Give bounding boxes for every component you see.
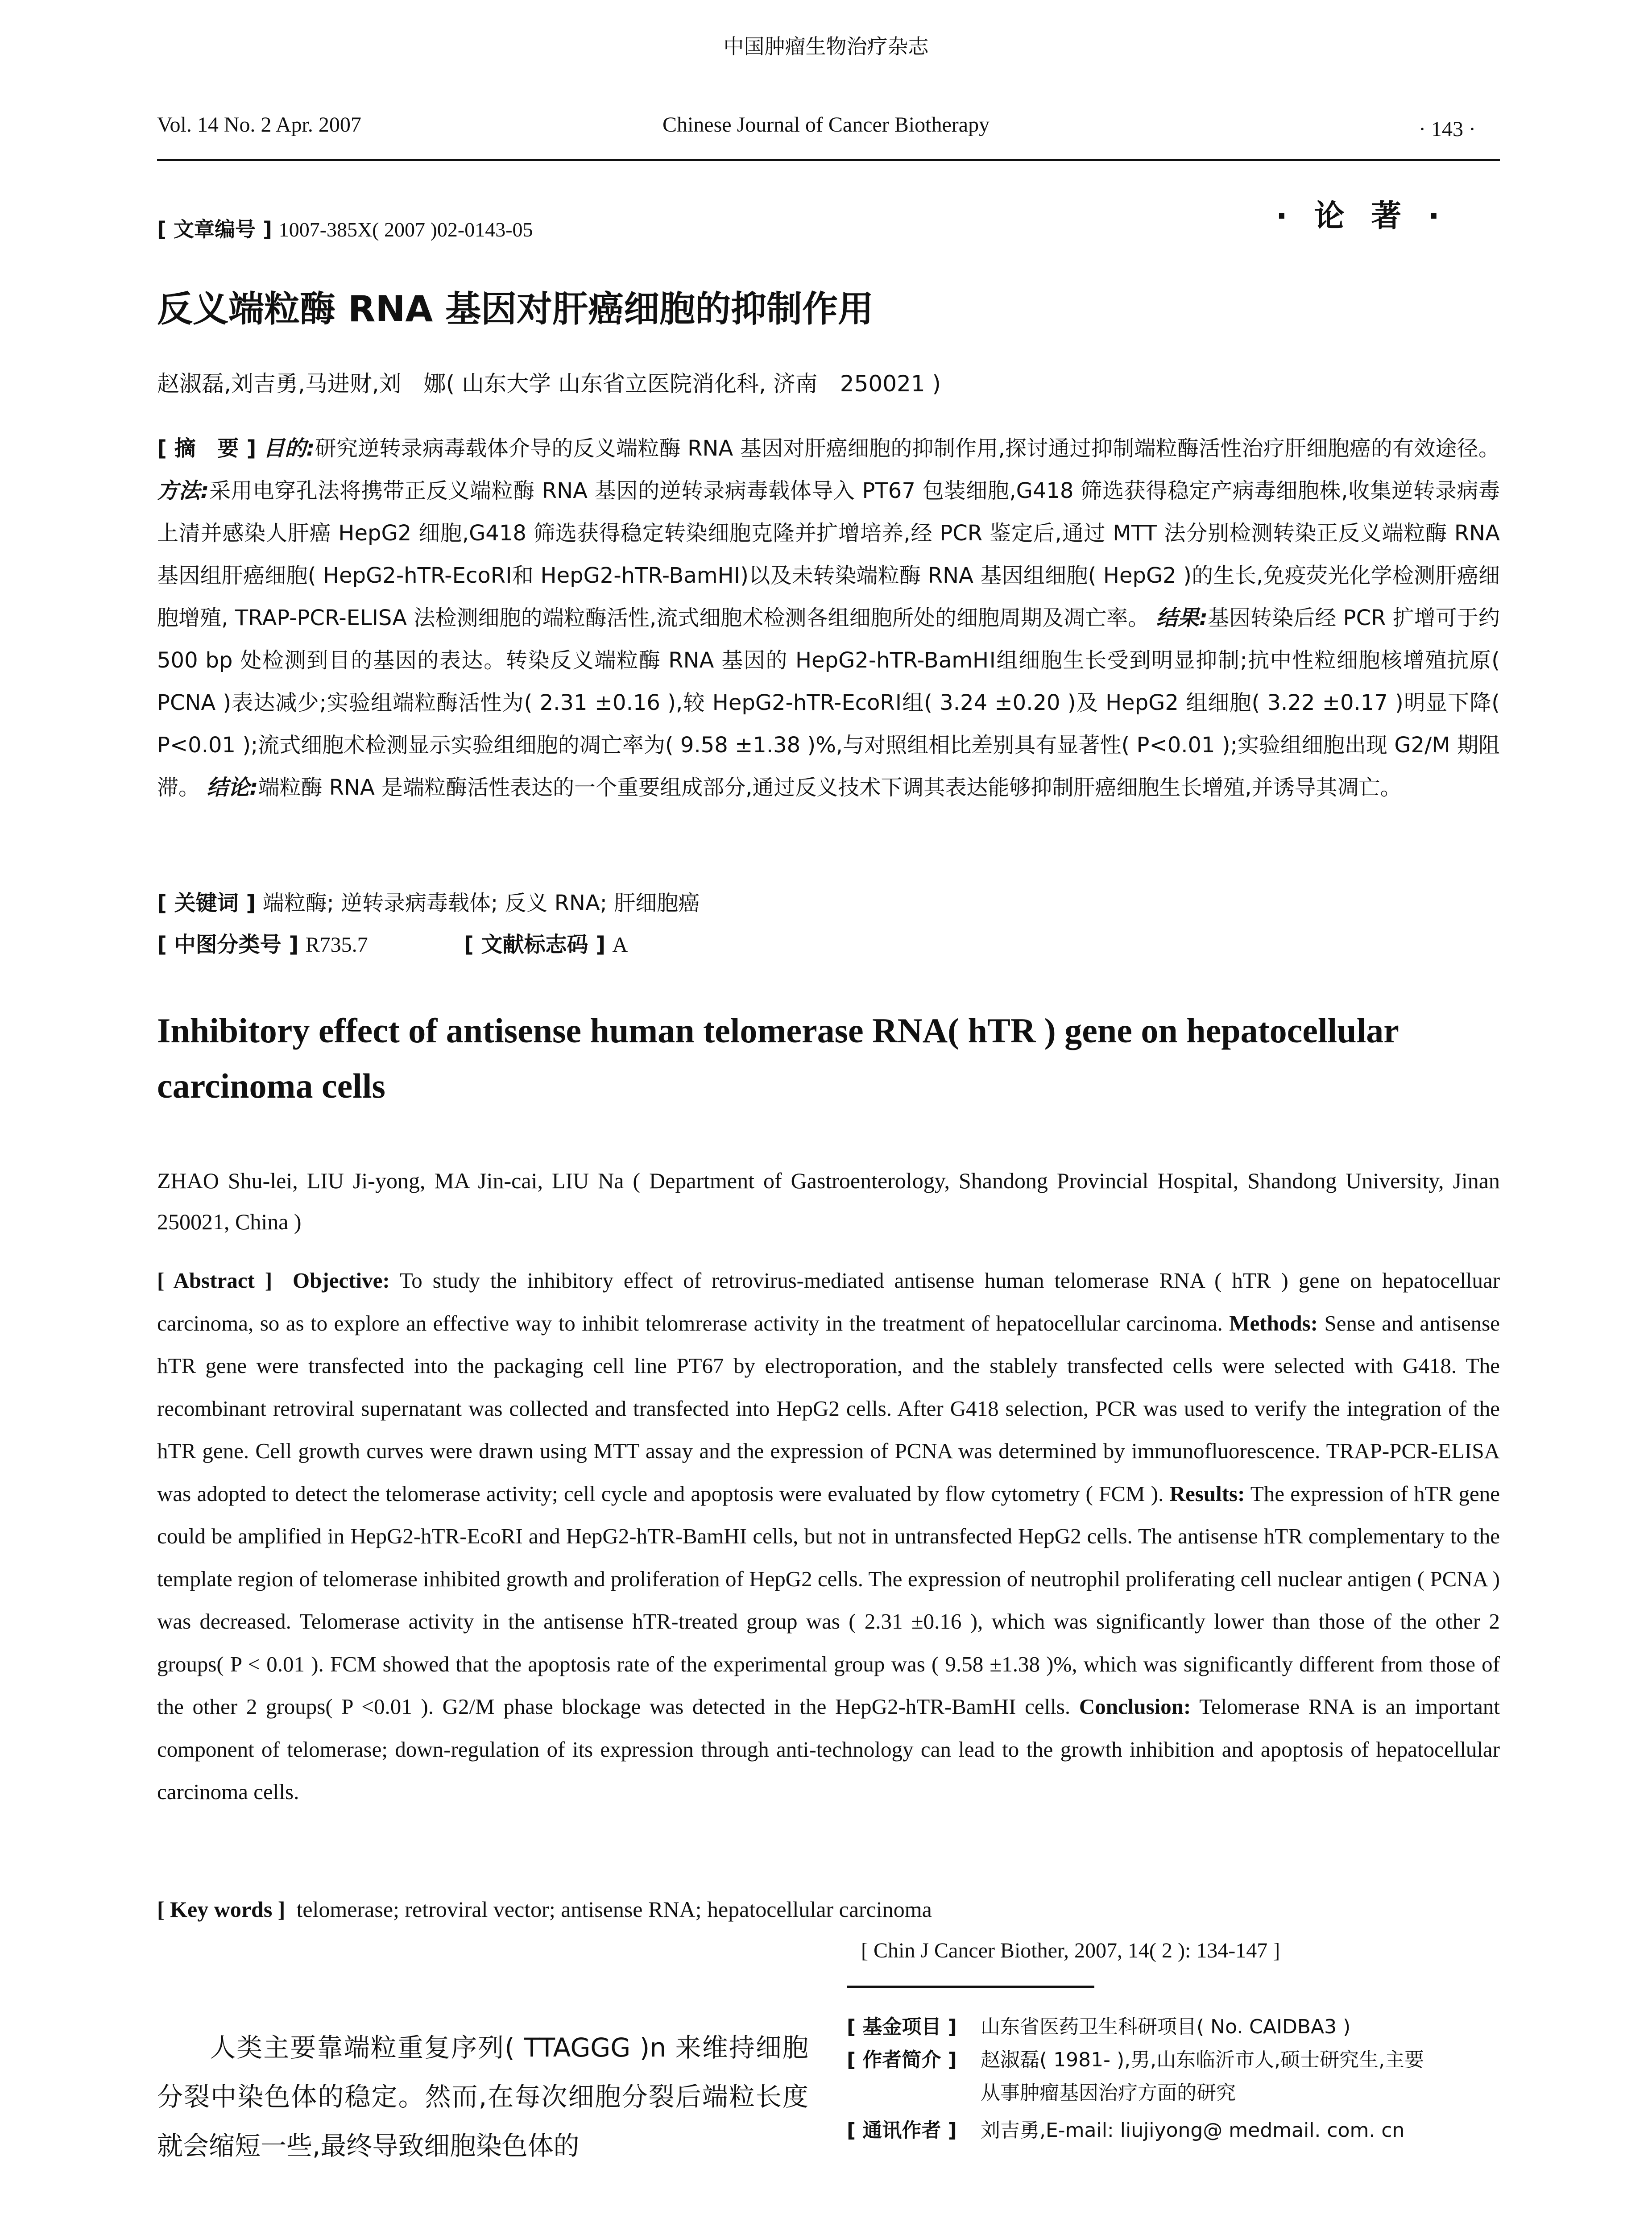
results-cn-label: 结果: [1156, 605, 1208, 630]
journal-title-en: Chinese Journal of Cancer Biotherapy [662, 113, 990, 137]
title-en: Inhibitory effect of antisense human telomerase RNA( hTR ) gene on hepatocellular carcinoma cells [157, 1011, 1399, 1105]
results-en-label: Results: [1169, 1481, 1245, 1506]
keywords-en [157, 1896, 932, 1922]
doc-code-label: [ 文献标志码 ] [464, 932, 606, 957]
keywords-cn-value: 端粒酶; 逆转录病毒载体; 反义 RNA; 肝细胞癌 [262, 891, 700, 916]
fund-label: [ 基金项目 ] [847, 2015, 957, 2038]
corr-value[interactable]: 刘吉勇,E-mail: liujiyong@ medmail. com. cn [981, 2119, 1405, 2142]
column-label: · 论 著 · [1276, 199, 1448, 234]
objective-en: To study the inhibitory effect of retrovirus-mediated antisense human telomerase RNA ( hTR ) gene on hepatocelluar carcinoma, so as to explore an effective way to inhibit telomrerase activity in the treatment of hepatocellular carcinoma. [157, 1268, 1500, 1335]
citation: [ Chin J Cancer Biother, 2007, 14( 2 ): 134-147 ] [861, 1939, 1280, 1962]
article-number-label: [ 文章编号 ] [157, 217, 273, 241]
journal-title-cn: 中国肿瘤生物治疗杂志 [723, 34, 929, 58]
page-number: · 143 · [1419, 117, 1476, 141]
volume-info: Vol. 14 No. 2 Apr. 2007 [157, 113, 361, 137]
footnote-fund [847, 2011, 1350, 2039]
keywords-cn-label: [ 关键词 ] [157, 891, 256, 916]
objective-cn: 研究逆转录病毒载体介导的反义端粒酶 RNA 基因对肝癌细胞的抑制作用,探讨通过抑制端粒酶活性治疗肝细胞癌的有效途径。 [315, 436, 1500, 461]
conclusion-cn: 端粒酶 RNA 是端粒酶活性表达的一个重要组成部分,通过反义技术下调其表达能够抑制肝癌细胞生长增殖,并诱导其凋亡。 [258, 775, 1402, 800]
keywords-en-value: telomerase; retroviral vector; antisense RNA; hepatocellular carcinoma [296, 1897, 932, 1922]
body-text [157, 2023, 808, 2170]
conclusion-en: Telomerase RNA is an important component of telomerase; down-regulation of its expression through anti-technology can lead to the growth inhibition and apoptosis of hepatocellular carcinoma cells. [157, 1694, 1500, 1804]
objective-cn-label: 目的: [263, 436, 315, 461]
footnote-author-bio-continued: 从事肿瘤基因治疗方面的研究 [981, 2082, 1236, 2104]
body-paragraph: 人类主要靠端粒重复序列( TTAGGG )n 来维持细胞分裂中染色体的稳定。然而,在每次细胞分裂后端粒长度就会缩短一些,最终导致细胞染色体的 [157, 2032, 808, 2161]
methods-cn: 采用电穿孔法将携带正反义端粒酶 RNA 基因的逆转录病毒载体导入 PT67 包装细胞,G418 筛选获得稳定产病毒细胞株,收集逆转录病毒上清并感染人肝癌 HepG2 细胞,G418 筛选获得稳定转染细胞克隆并扩增培养,经 PCR 鉴定后,通过 MTT 法分别检测转染正反义端粒酶 RNA 基因组肝癌细胞( HepG2-hTR-EcoRⅠ和 HepG2-hTR-BamHⅠ)以及未转染端粒酶 RNA 基因组细胞( HepG2 )的生长,免疫荧光化学检测肝癌细胞增殖, TRAP-PCR-ELISA 法检测细胞的端粒酶活性,流式细胞术检测各组细胞所处的细胞周期及凋亡率。 [157, 478, 1500, 630]
doc-code-value: A [612, 933, 628, 957]
fund-value: 山东省医药卫生科研项目( No. CAIDBA3 ) [981, 2015, 1351, 2038]
abstract-en-label: [ Abstract ] [157, 1268, 273, 1293]
objective-en-label: Objective: [293, 1268, 390, 1293]
clc-value: R735.7 [305, 933, 368, 957]
methods-cn-label: 方法: [157, 478, 209, 503]
abstract-cn [157, 427, 1500, 809]
footnote-rule [847, 1986, 1094, 1988]
abstract-en [157, 1259, 1500, 1813]
methods-en-label: Methods: [1229, 1310, 1318, 1335]
clc-label: [ 中图分类号 ] [157, 932, 299, 957]
header-rule [157, 159, 1500, 161]
results-en: The expression of hTR gene could be amplified in HepG2-hTR-EcoRI and HepG2-hTR-BamHI cells, but not in untransfected HepG2 cells. The antisense hTR complementary to the template region of telomerase inhibited growth and proliferation of HepG2 cells. The expression of neutrophil proliferating cell nuclear antigen ( PCNA ) was decreased. Telomerase activity in the antisense hTR-treated group was ( 2.31 ±0.16 ), which was significantly lower than those of the other 2 groups( P < 0.01 ). FCM showed that the apoptosis rate of the experimental group was ( 9.58 ±1.38 )%, which was significantly different from those of the other 2 groups( P <0.01 ). G2/M phase blockage was detected in the HepG2-hTR-BamHI cells. [157, 1481, 1500, 1719]
classification [157, 927, 628, 958]
footnote-corresponding [847, 2114, 1404, 2143]
article-number [157, 213, 533, 243]
keywords-cn [157, 886, 700, 916]
authors-cn: 赵淑磊,刘吉勇,马进财,刘 娜( 山东大学 山东省立医院消化科, 济南 250021 ) [157, 371, 941, 397]
article-number-value: 1007-385X( 2007 )02-0143-05 [278, 218, 533, 241]
bio-label: [ 作者简介 ] [847, 2049, 957, 2071]
conclusion-cn-label: 结论: [207, 775, 258, 800]
keywords-en-label: [ Key words ] [157, 1897, 286, 1922]
corr-label: [ 通讯作者 ] [847, 2119, 957, 2142]
title-cn: 反义端粒酶 RNA 基因对肝癌细胞的抑制作用 [157, 288, 874, 330]
conclusion-en-label: Conclusion: [1079, 1694, 1191, 1719]
bio-value: 赵淑磊( 1981- ),男,山东临沂市人,硕士研究生,主要 [981, 2049, 1424, 2071]
footnote-author-bio [847, 2044, 1424, 2072]
abstract-cn-label: [ 摘 要 ] [157, 436, 257, 461]
methods-en: Sense and antisense hTR gene were transfected into the packaging cell line PT67 by electroporation, and the stablely transfected cells were selected with G418. The recombinant retroviral supernatant was collected and transfected into HepG2 cells. After G418 selection, PCR was used to verify the integration of the hTR gene. Cell growth curves were drawn using MTT assay and the expression of PCNA was determined by immunofluorescence. TRAP-PCR-ELISA was adopted to detect the telomerase activity; cell cycle and apoptosis were evaluated by flow cytometry ( FCM ). [157, 1310, 1500, 1506]
results-cn: 基因转染后经 PCR 扩增可于约 500 bp 处检测到目的基因的表达。转染反义端粒酶 RNA 基因的 HepG2-hTR-BamHⅠ组细胞生长受到明显抑制;抗中性粒细胞核增殖抗原( PCNA )表达减少;实验组端粒酶活性为( 2.31 ±0.16 ),较 HepG2-hTR-EcoRⅠ组( 3.24 ±0.20 )及 HepG2 组细胞( 3.22 ±0.17 )明显下降( P<0.01 );流式细胞术检测显示实验组细胞的凋亡率为( 9.58 ±1.38 )%,与对照组相比差别具有显著性( P<0.01 );实验组细胞出现 G2/M 期阻滞。 [157, 605, 1500, 800]
authors-en: ZHAO Shu-lei, LIU Ji-yong, MA Jin-cai, LIU Na ( Department of Gastroenterology, Shandong Provincial Hospital, Shandong University, Jinan 250021, China ) [157, 1168, 1500, 1234]
